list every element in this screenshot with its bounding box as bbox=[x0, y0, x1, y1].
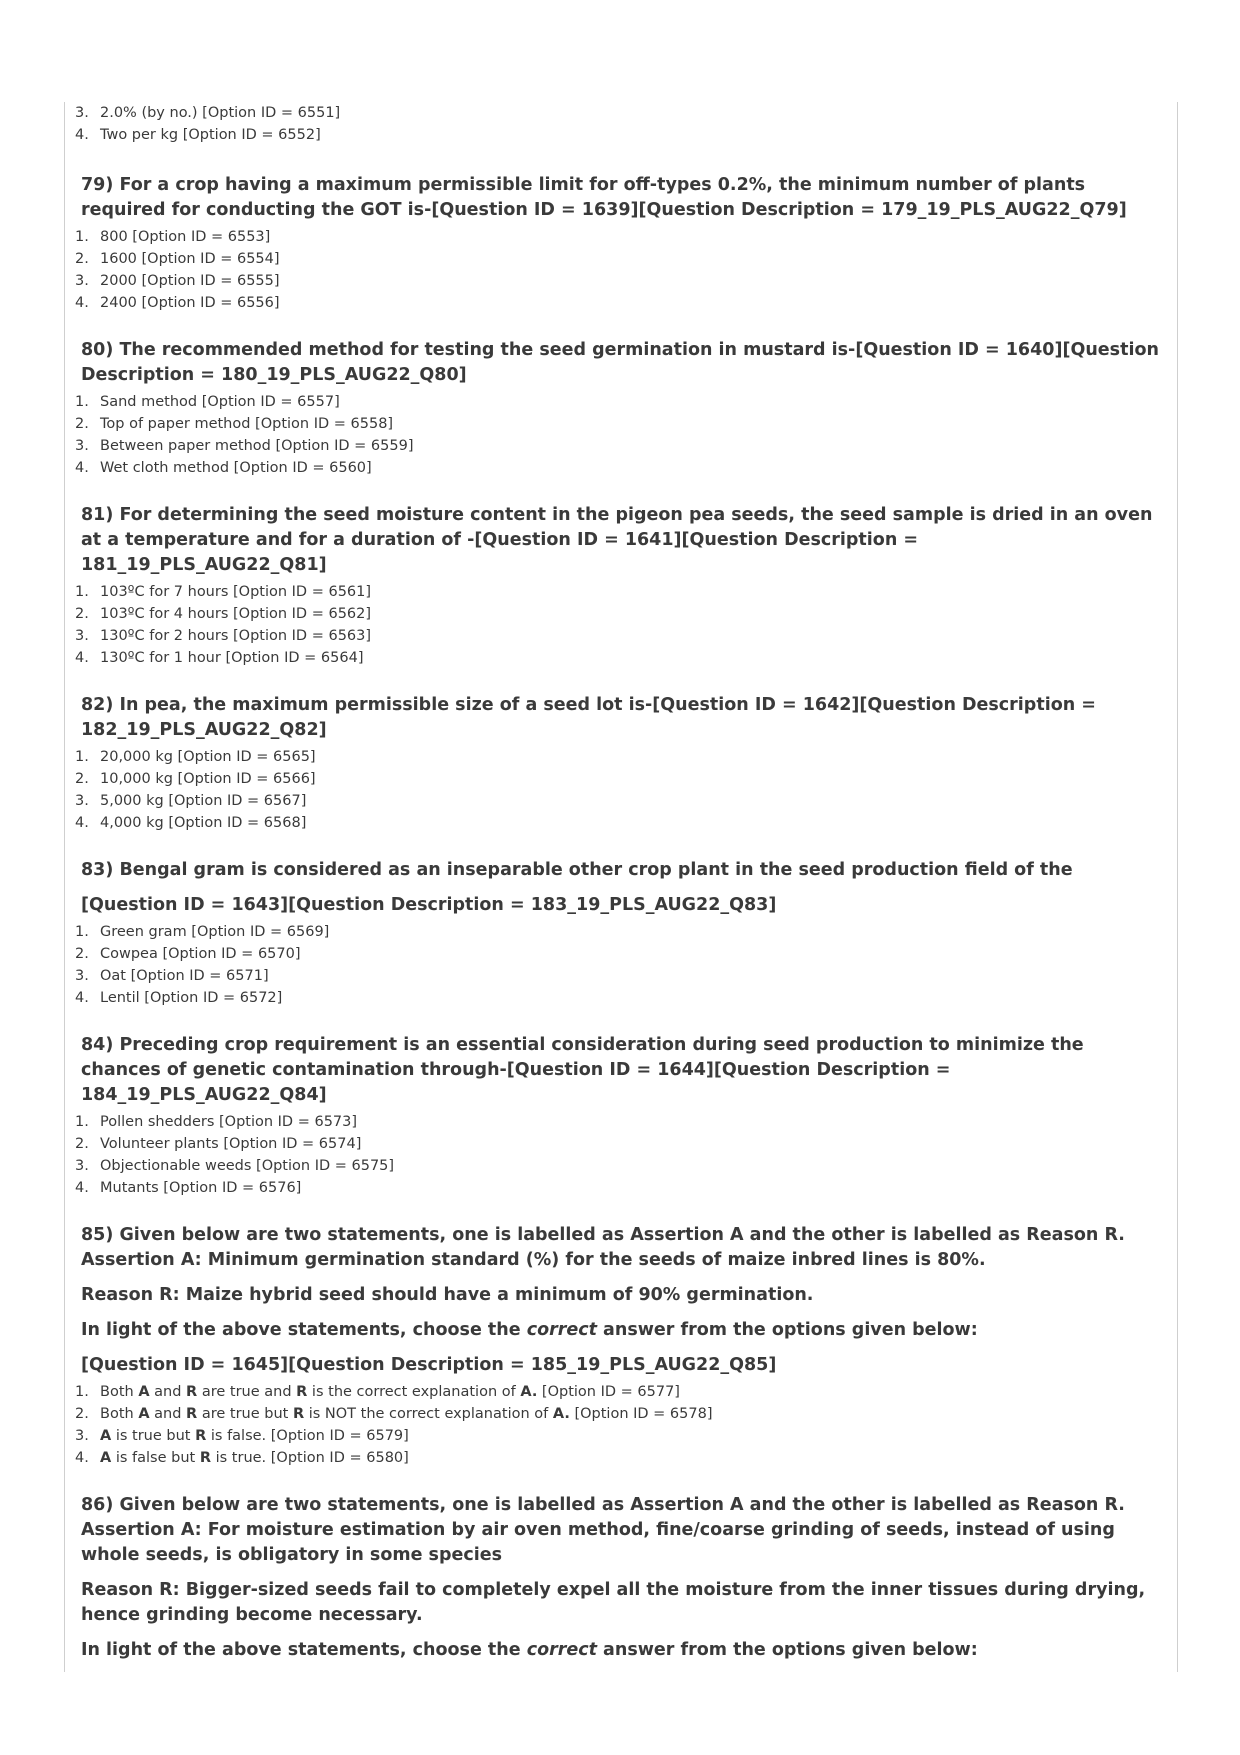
option-item bbox=[75, 102, 1165, 124]
option-item bbox=[75, 1177, 1165, 1199]
option-bold-part: A bbox=[138, 1406, 150, 1422]
question-intro: 85) Given below are two statements, one is labelled as Assertion A and the other is labelled as Reason R. bbox=[81, 1225, 1125, 1245]
option-text-part: Both bbox=[100, 1406, 139, 1422]
option-number: 3. bbox=[75, 273, 89, 289]
question-text: 82) In pea, the maximum permissible size of a seed lot is-[Question ID = 1642][Question Description = 182_19_PLS_AUG22_Q82] bbox=[81, 695, 1096, 740]
option-text: 20,000 kg [Option ID = 6565] bbox=[100, 749, 316, 765]
option-item bbox=[75, 647, 1165, 669]
option-text-part: is the correct explanation of bbox=[307, 1384, 521, 1400]
option-bold-part: R bbox=[186, 1406, 198, 1422]
option-text: Volunteer plants [Option ID = 6574] bbox=[100, 1136, 362, 1152]
option-number: 4. bbox=[75, 295, 89, 311]
option-text: Objectionable weeds [Option ID = 6575] bbox=[100, 1158, 395, 1174]
option-item bbox=[75, 248, 1165, 270]
option-number: 1. bbox=[75, 394, 89, 410]
option-text: Between paper method [Option ID = 6559] bbox=[100, 438, 414, 454]
option-text: 5,000 kg [Option ID = 6567] bbox=[100, 793, 307, 809]
option-bold-part: R bbox=[292, 1406, 305, 1422]
question-text: 84) Preceding crop requirement is an essential consideration during seed production to minimize the chances of genetic contamination through-[Question ID = 1644][Question Description = 184_19_PLS_AUG22_Q84] bbox=[81, 1035, 1084, 1105]
option-item bbox=[75, 581, 1165, 603]
option-number: 4. bbox=[75, 815, 89, 831]
option-text-part: and bbox=[149, 1384, 187, 1400]
option-number: 2. bbox=[75, 1136, 89, 1152]
option-text-part: is false but bbox=[111, 1450, 200, 1466]
question-86 bbox=[75, 1493, 1165, 1663]
question-82 bbox=[75, 693, 1165, 834]
option-text-part: are true but bbox=[197, 1406, 293, 1422]
option-bold-part: R bbox=[186, 1384, 198, 1400]
option-number: 3. bbox=[75, 793, 89, 809]
option-item bbox=[75, 435, 1165, 457]
option-number: 2. bbox=[75, 606, 89, 622]
option-number: 1. bbox=[75, 749, 89, 765]
option-text: 103ºC for 7 hours [Option ID = 6561] bbox=[100, 584, 372, 600]
option-text-part: Both bbox=[100, 1384, 139, 1400]
option-text-part: [Option ID = 6578] bbox=[569, 1406, 713, 1422]
option-text: Lentil [Option ID = 6572] bbox=[100, 990, 283, 1006]
option-bold-part: A bbox=[138, 1384, 150, 1400]
option-number: 2. bbox=[75, 771, 89, 787]
option-bold-part: A. bbox=[520, 1384, 538, 1400]
option-number: 2. bbox=[75, 251, 89, 267]
option-text: Green gram [Option ID = 6569] bbox=[100, 924, 330, 940]
option-bold-part: R bbox=[199, 1450, 211, 1466]
option-item bbox=[75, 391, 1165, 413]
page-border-right bbox=[1177, 102, 1178, 1672]
option-number: 1. bbox=[75, 1114, 89, 1130]
question-81 bbox=[75, 503, 1165, 669]
option-number: 1. bbox=[75, 924, 89, 940]
option-number: 4. bbox=[75, 127, 89, 143]
instruction-post: answer from the options given below: bbox=[596, 1640, 978, 1660]
option-text: 10,000 kg [Option ID = 6566] bbox=[100, 771, 316, 787]
instruction-text bbox=[81, 1318, 1165, 1343]
question-text: 79) For a crop having a maximum permissible limit for off-types 0.2%, the minimum number of plants required for conducting the GOT is-[Question ID = 1639][Question Description = 179_19_PLS_AUG22_Q79] bbox=[81, 175, 1127, 220]
option-item bbox=[75, 921, 1165, 943]
option-number: 3. bbox=[75, 105, 89, 121]
question-79 bbox=[75, 173, 1165, 314]
question-intro: 86) Given below are two statements, one is labelled as Assertion A and the other is labelled as Reason R. bbox=[81, 1495, 1125, 1515]
option-text: Cowpea [Option ID = 6570] bbox=[100, 946, 301, 962]
option-text: 103ºC for 4 hours [Option ID = 6562] bbox=[100, 606, 372, 622]
option-number: 3. bbox=[75, 968, 89, 984]
option-number: 4. bbox=[75, 1180, 89, 1196]
option-text: Wet cloth method [Option ID = 6560] bbox=[100, 460, 372, 476]
option-item bbox=[75, 943, 1165, 965]
instruction-pre: In light of the above statements, choose the bbox=[81, 1640, 527, 1660]
option-number: 1. bbox=[75, 584, 89, 600]
option-number: 3. bbox=[75, 628, 89, 644]
option-item bbox=[75, 987, 1165, 1009]
option-text: 800 [Option ID = 6553] bbox=[100, 229, 271, 245]
question-85 bbox=[75, 1223, 1165, 1469]
option-number: 1. bbox=[75, 229, 89, 245]
option-item bbox=[75, 1133, 1165, 1155]
option-item bbox=[75, 1403, 1165, 1425]
option-item bbox=[75, 292, 1165, 314]
assertion-text: Assertion A: For moisture estimation by air oven method, fine/coarse grinding of seeds, instead of using whole seeds, is obligatory in some species bbox=[81, 1520, 1115, 1565]
question-83 bbox=[75, 858, 1165, 1009]
option-text: 130ºC for 1 hour [Option ID = 6564] bbox=[100, 650, 364, 666]
option-bold-part: A. bbox=[552, 1406, 570, 1422]
option-text: Top of paper method [Option ID = 6558] bbox=[100, 416, 394, 432]
option-number: 1. bbox=[75, 1384, 89, 1400]
question-ids: [Question ID = 1645][Question Description = 185_19_PLS_AUG22_Q85] bbox=[81, 1355, 777, 1375]
option-text-part: [Option ID = 6577] bbox=[537, 1384, 680, 1400]
option-text-part: is true. [Option ID = 6580] bbox=[211, 1450, 409, 1466]
question-paper bbox=[75, 102, 1165, 1666]
option-number: 4. bbox=[75, 1450, 89, 1466]
option-text: Oat [Option ID = 6571] bbox=[100, 968, 269, 984]
instruction-emphasis: correct bbox=[526, 1320, 597, 1340]
option-number: 4. bbox=[75, 460, 89, 476]
option-number: 3. bbox=[75, 1158, 89, 1174]
question-ids: [Question ID = 1643][Question Description = 183_19_PLS_AUG22_Q83] bbox=[81, 895, 777, 915]
option-number: 2. bbox=[75, 1406, 89, 1422]
option-text: Two per kg [Option ID = 6552] bbox=[100, 127, 321, 143]
option-item bbox=[75, 1381, 1165, 1403]
option-item bbox=[75, 413, 1165, 435]
option-number: 2. bbox=[75, 416, 89, 432]
option-item bbox=[75, 1155, 1165, 1177]
option-item bbox=[75, 457, 1165, 479]
instruction-pre: In light of the above statements, choose the bbox=[81, 1320, 527, 1340]
option-text: 2.0% (by no.) [Option ID = 6551] bbox=[100, 105, 341, 121]
option-item bbox=[75, 790, 1165, 812]
option-item bbox=[75, 965, 1165, 987]
reason-text: Reason R: Maize hybrid seed should have a minimum of 90% germination. bbox=[81, 1285, 814, 1305]
option-text: 2400 [Option ID = 6556] bbox=[100, 295, 280, 311]
option-text-part: is NOT the correct explanation of bbox=[304, 1406, 553, 1422]
option-number: 3. bbox=[75, 1428, 89, 1444]
option-bold-part: R bbox=[296, 1384, 308, 1400]
instruction-text bbox=[81, 1638, 1165, 1663]
question-text: 80) The recommended method for testing the seed germination in mustard is-[Question ID = 1640][Question Description = 180_19_PLS_AUG22_Q80] bbox=[81, 340, 1159, 385]
option-bold-part: A bbox=[100, 1450, 112, 1466]
option-number: 3. bbox=[75, 438, 89, 454]
option-text-part: is false. [Option ID = 6579] bbox=[206, 1428, 409, 1444]
question-text: 81) For determining the seed moisture content in the pigeon pea seeds, the seed sample is dried in an oven at a temperature and for a duration of -[Question ID = 1641][Question Description = 181_19_PLS_AUG22_Q81] bbox=[81, 505, 1153, 575]
option-number: 2. bbox=[75, 946, 89, 962]
option-text-part: are true and bbox=[197, 1384, 297, 1400]
option-text: Sand method [Option ID = 6557] bbox=[100, 394, 340, 410]
option-text: 130ºC for 2 hours [Option ID = 6563] bbox=[100, 628, 372, 644]
option-text-part: and bbox=[149, 1406, 187, 1422]
option-text: Pollen shedders [Option ID = 6573] bbox=[100, 1114, 358, 1130]
instruction-post: answer from the options given below: bbox=[596, 1320, 978, 1340]
question-text: 83) Bengal gram is considered as an inseparable other crop plant in the seed production field of the bbox=[81, 860, 1073, 880]
question-80 bbox=[75, 338, 1165, 479]
assertion-text: Assertion A: Minimum germination standard (%) for the seeds of maize inbred lines is 80%. bbox=[81, 1250, 986, 1270]
option-number: 4. bbox=[75, 990, 89, 1006]
option-number: 4. bbox=[75, 650, 89, 666]
option-item bbox=[75, 124, 1165, 146]
option-text: 4,000 kg [Option ID = 6568] bbox=[100, 815, 307, 831]
option-bold-part: A bbox=[100, 1428, 112, 1444]
option-bold-part: R bbox=[195, 1428, 207, 1444]
option-item bbox=[75, 1111, 1165, 1133]
prev-question-options bbox=[75, 102, 1165, 146]
option-text: 1600 [Option ID = 6554] bbox=[100, 251, 280, 267]
option-item bbox=[75, 603, 1165, 625]
option-item bbox=[75, 1425, 1165, 1447]
question-84 bbox=[75, 1033, 1165, 1199]
option-item bbox=[75, 746, 1165, 768]
option-text-part: is true but bbox=[111, 1428, 196, 1444]
option-item bbox=[75, 812, 1165, 834]
reason-text: Reason R: Bigger-sized seeds fail to completely expel all the moisture from the inner tissues during drying, hence grinding become necessary. bbox=[81, 1580, 1146, 1625]
option-text: 2000 [Option ID = 6555] bbox=[100, 273, 280, 289]
option-text: Mutants [Option ID = 6576] bbox=[100, 1180, 302, 1196]
option-item bbox=[75, 768, 1165, 790]
page-border-left bbox=[64, 102, 65, 1672]
option-item bbox=[75, 625, 1165, 647]
instruction-emphasis: correct bbox=[526, 1640, 597, 1660]
option-item bbox=[75, 270, 1165, 292]
option-item bbox=[75, 1447, 1165, 1469]
option-item bbox=[75, 226, 1165, 248]
